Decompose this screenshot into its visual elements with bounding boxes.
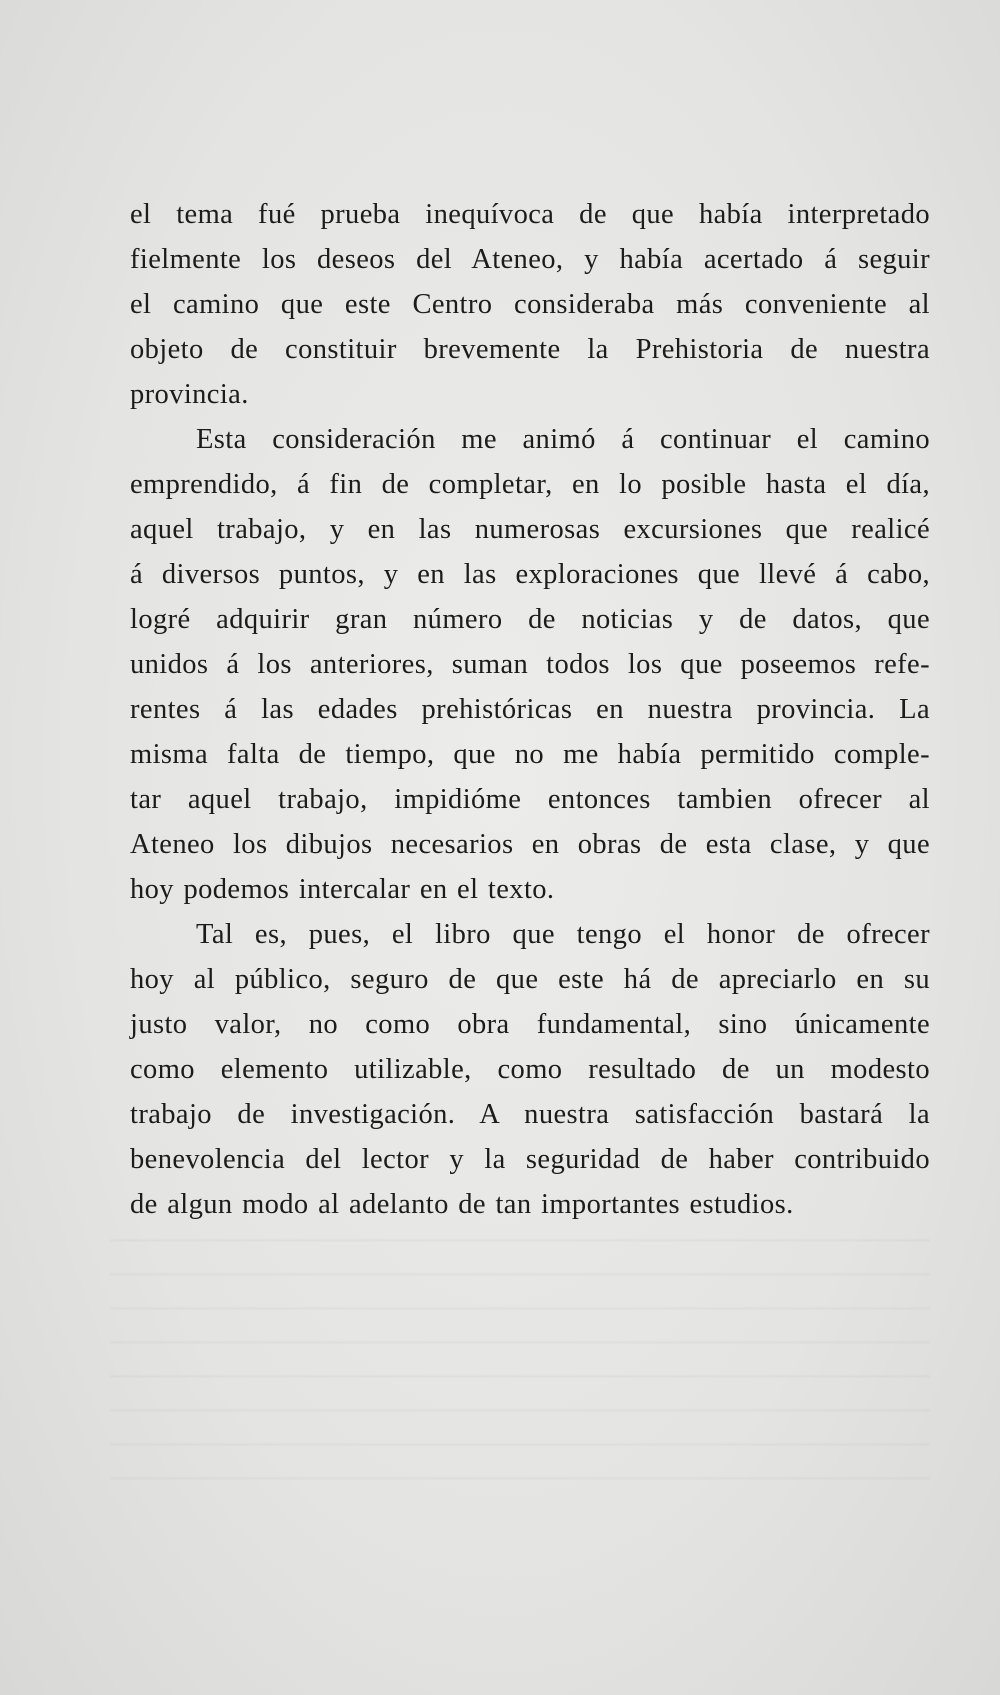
text-line: objeto de constituir brevemente la Prehistoria de nuestra xyxy=(130,334,930,365)
text-line: de algun modo al adelanto de tan importantes estudios. xyxy=(130,1189,794,1220)
text-line: logré adquirir gran número de noticias y de datos, que xyxy=(130,604,930,635)
paragraph-2 xyxy=(130,417,930,912)
text-line: unidos á los anteriores, suman todos los que poseemos refe- xyxy=(130,649,930,680)
text-line: como elemento utilizable, como resultado de un modesto xyxy=(130,1054,930,1085)
text-line: trabajo de investigación. A nuestra satisfacción bastará la xyxy=(130,1099,930,1130)
text-line: aquel trabajo, y en las numerosas excursiones que realicé xyxy=(130,514,930,545)
text-line: Tal es, pues, el libro que tengo el honor de ofrecer xyxy=(196,919,930,950)
text-line: emprendido, á fin de completar, en lo posible hasta el día, xyxy=(130,469,930,500)
text-line: rentes á las edades prehistóricas en nuestra provincia. La xyxy=(130,694,930,725)
text-line: misma falta de tiempo, que no me había permitido comple- xyxy=(130,739,930,770)
text-line: el tema fué prueba inequívoca de que había interpretado xyxy=(130,199,930,230)
text-line: á diversos puntos, y en las exploraciones que llevé á cabo, xyxy=(130,559,930,590)
text-line: Ateneo los dibujos necesarios en obras de esta clase, y que xyxy=(130,829,930,860)
text-line: Esta consideración me animó á continuar el camino xyxy=(196,424,930,455)
text-line: tar aquel trabajo, impidióme entonces tambien ofrecer al xyxy=(130,784,930,815)
paragraph-3 xyxy=(130,912,930,1227)
body-text xyxy=(130,192,930,1227)
text-line: hoy al público, seguro de que este há de apreciarlo en su xyxy=(130,964,930,995)
text-line: justo valor, no como obra fundamental, sino únicamente xyxy=(130,1009,930,1040)
text-line: fielmente los deseos del Ateneo, y había acertado á seguir xyxy=(130,244,930,275)
show-through-texture xyxy=(110,1210,930,1510)
paragraph-1 xyxy=(130,192,930,417)
text-line: provincia. xyxy=(130,379,249,410)
text-line: hoy podemos intercalar en el texto. xyxy=(130,874,555,905)
text-line: el camino que este Centro consideraba más conveniente al xyxy=(130,289,930,320)
text-line: benevolencia del lector y la seguridad de haber contribuido xyxy=(130,1144,930,1175)
